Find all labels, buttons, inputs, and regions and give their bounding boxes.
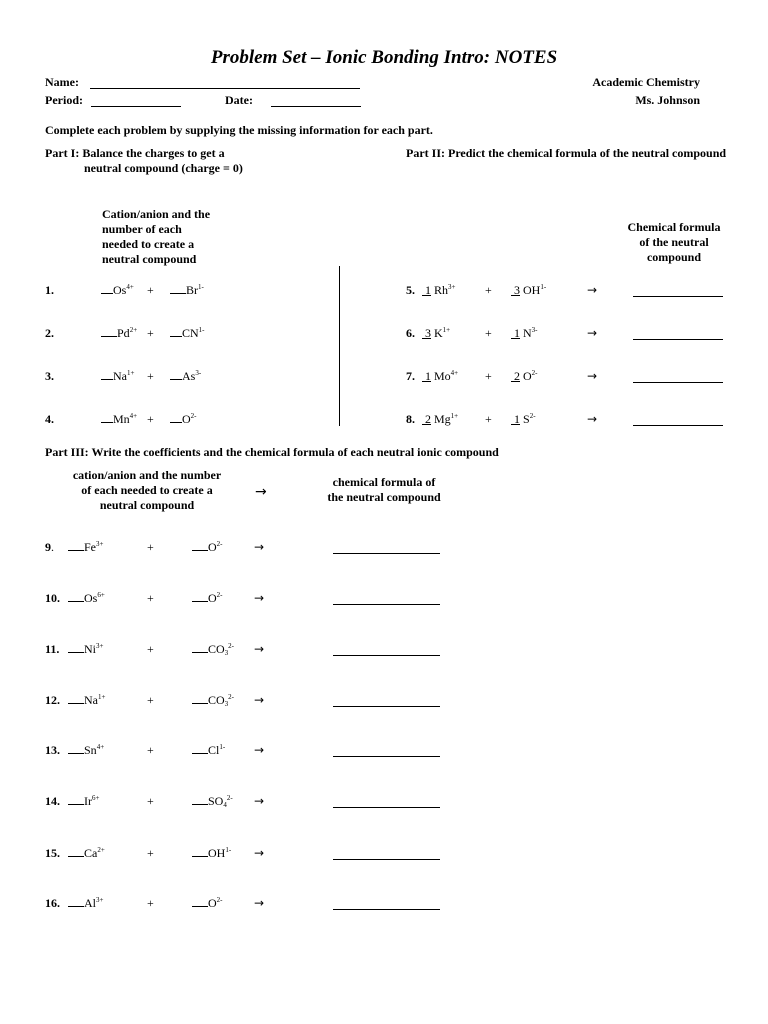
name-label: Name:: [45, 75, 79, 89]
instructions: Complete each problem by supplying the missing information for each part.: [45, 123, 433, 137]
problem-13-anion: $Cl^{1-}$: [192, 743, 225, 758]
coefficient-blank[interactable]: [192, 591, 208, 602]
coefficient-blank[interactable]: [68, 540, 84, 551]
arrow-icon: →: [254, 794, 265, 808]
plus-sign: +: [147, 283, 154, 297]
teacher-name: Ms. Johnson: [635, 93, 700, 107]
problem-5-number: 5.: [406, 283, 415, 297]
plus-sign: +: [485, 283, 492, 297]
coefficient-blank[interactable]: [192, 540, 208, 551]
problem-15-number: 15.: [45, 846, 60, 860]
problem-15-anion: $OH^{1-}$: [192, 846, 231, 861]
problem-8-answer-field[interactable]: [633, 425, 723, 426]
problem-11-anion: $CO_3^{2-}$: [192, 642, 234, 657]
coefficient-blank[interactable]: [192, 693, 208, 704]
plus-sign: +: [147, 369, 154, 383]
course-name: Academic Chemistry: [592, 75, 700, 89]
part2-heading: Part II: Predict the chemical formula of the neutral compound: [406, 146, 727, 160]
coefficient-blank[interactable]: [101, 283, 113, 294]
problem-6-anion: 1 $N^{3-}$: [514, 326, 538, 340]
problem-7-anion: 2 $O^{2-}$: [514, 369, 538, 383]
problem-14-number: 14.: [45, 794, 60, 808]
problem-15-cation: $Ca^{2+}$: [68, 846, 105, 861]
problem-2-anion: $CN^{1-}$: [170, 326, 205, 341]
part3-left-header: cation/anion and the number of each needed to create a neutral compound: [72, 468, 222, 512]
coefficient-blank[interactable]: [101, 326, 117, 337]
date-label: Date:: [225, 93, 253, 107]
problem-1-anion: $Br^{1-}$: [170, 283, 204, 298]
problem-10-anion: $O^{2-}$: [192, 591, 223, 606]
plus-sign: +: [147, 693, 154, 707]
part2-column-header: Chemical formula of the neutral compound: [627, 220, 721, 264]
plus-sign: +: [147, 743, 154, 757]
problem-16-anion: $O^{2-}$: [192, 896, 223, 911]
plus-sign: +: [147, 540, 154, 554]
problem-11-answer-field[interactable]: [333, 655, 440, 656]
problem-3-number: 3.: [45, 369, 54, 383]
arrow-icon: →: [587, 283, 598, 297]
coefficient-blank[interactable]: [192, 642, 208, 653]
arrow-icon: →: [587, 412, 598, 426]
problem-13-cation: $Sn^{4+}$: [68, 743, 104, 758]
arrow-icon: →: [254, 591, 265, 605]
period-field[interactable]: [91, 106, 181, 107]
problem-8-number: 8.: [406, 412, 415, 426]
plus-sign: +: [147, 642, 154, 656]
coefficient-blank[interactable]: [68, 794, 84, 805]
problem-13-number: 13.: [45, 743, 60, 757]
problem-6-cation: 3 $K^{1+}$: [425, 326, 451, 340]
section-divider: [339, 266, 340, 426]
problem-13-answer-field[interactable]: [333, 756, 440, 757]
problem-9-anion: $O^{2-}$: [192, 540, 223, 555]
problem-8-cation: 2 $Mg^{1+}$: [425, 412, 459, 426]
problem-9-number: 9.: [45, 540, 54, 554]
problem-16-answer-field[interactable]: [333, 909, 440, 910]
problem-11-number: 11.: [45, 642, 60, 656]
problem-11-cation: $Ni^{3+}$: [68, 642, 103, 657]
period-label: Period:: [45, 93, 83, 107]
coefficient-blank[interactable]: [68, 896, 84, 907]
problem-14-cation: $Ir^{6+}$: [68, 794, 99, 809]
problem-2-number: 2.: [45, 326, 54, 340]
coefficient-blank[interactable]: [170, 412, 182, 423]
arrow-icon: →: [254, 846, 265, 860]
plus-sign: +: [485, 412, 492, 426]
arrow-icon: →: [255, 484, 267, 500]
coefficient-blank[interactable]: [170, 369, 182, 380]
coefficient-blank[interactable]: [170, 326, 182, 337]
coefficient-blank[interactable]: [192, 743, 208, 754]
problem-12-anion: $CO_3^{2-}$: [192, 693, 234, 708]
coefficient-blank[interactable]: [170, 283, 186, 294]
problem-10-answer-field[interactable]: [333, 604, 440, 605]
problem-15-answer-field[interactable]: [333, 859, 440, 860]
coefficient-blank[interactable]: [101, 369, 113, 380]
arrow-icon: →: [587, 326, 598, 340]
plus-sign: +: [147, 591, 154, 605]
problem-3-anion: $As^{3-}$: [170, 369, 201, 384]
coefficient-blank[interactable]: [192, 846, 208, 857]
part1-column-header: Cation/anion and the number of each needed to create a neutral compound: [102, 207, 211, 266]
problem-5-answer-field[interactable]: [633, 296, 723, 297]
coefficient-blank[interactable]: [68, 846, 84, 857]
coefficient-blank[interactable]: [101, 412, 113, 423]
part1-heading-line1: Part I: Balance the charges to get a: [45, 146, 225, 160]
arrow-icon: →: [254, 693, 265, 707]
date-field[interactable]: [271, 106, 361, 107]
coefficient-blank[interactable]: [68, 693, 84, 704]
problem-7-answer-field[interactable]: [633, 382, 723, 383]
problem-14-anion: $SO_4^{2-}$: [192, 794, 233, 809]
coefficient-blank[interactable]: [68, 591, 84, 602]
problem-14-answer-field[interactable]: [333, 807, 440, 808]
plus-sign: +: [147, 326, 154, 340]
arrow-icon: →: [254, 642, 265, 656]
problem-4-number: 4.: [45, 412, 54, 426]
part1-heading-line2: neutral compound (charge = 0): [84, 161, 243, 175]
arrow-icon: →: [254, 540, 265, 554]
plus-sign: +: [147, 896, 154, 910]
problem-9-answer-field[interactable]: [333, 553, 440, 554]
arrow-icon: →: [587, 369, 598, 383]
part3-heading: Part III: Write the coefficients and the chemical formula of each neutral ionic compound: [45, 445, 499, 459]
plus-sign: +: [485, 369, 492, 383]
problem-3-cation: $Na^{1+}$: [101, 369, 134, 384]
problem-4-cation: $Mn^{4+}$: [101, 412, 137, 427]
problem-12-cation: $Na^{1+}$: [68, 693, 105, 708]
plus-sign: +: [147, 794, 154, 808]
arrow-icon: →: [254, 896, 265, 910]
problem-1-cation: $Os^{4+}$: [101, 283, 134, 298]
plus-sign: +: [147, 412, 154, 426]
plus-sign: +: [147, 846, 154, 860]
coefficient-blank[interactable]: [68, 743, 84, 754]
name-field[interactable]: [90, 88, 360, 89]
problem-6-answer-field[interactable]: [633, 339, 723, 340]
problem-16-number: 16.: [45, 896, 60, 910]
problem-1-number: 1.: [45, 283, 54, 297]
problem-12-answer-field[interactable]: [333, 706, 440, 707]
problem-6-number: 6.: [406, 326, 415, 340]
coefficient-blank[interactable]: [192, 896, 208, 907]
problem-16-cation: $Al^{3+}$: [68, 896, 103, 911]
page-title: Problem Set – Ionic Bonding Intro: NOTES: [210, 47, 558, 68]
plus-sign: +: [485, 326, 492, 340]
coefficient-blank[interactable]: [192, 794, 208, 805]
problem-10-number: 10.: [45, 591, 60, 605]
part3-right-header: chemical formula of the neutral compound: [327, 475, 441, 504]
problem-10-cation: $Os^{6+}$: [68, 591, 105, 606]
problem-8-anion: 1 $S^{2-}$: [514, 412, 536, 426]
problem-5-cation: 1 $Rh^{3+}$: [425, 283, 456, 297]
problem-4-anion: $O^{2-}$: [170, 412, 197, 427]
problem-9-cation: $Fe^{3+}$: [68, 540, 103, 555]
problem-12-number: 12.: [45, 693, 60, 707]
problem-5-anion: 3 $OH^{1-}$: [514, 283, 547, 297]
arrow-icon: →: [254, 743, 265, 757]
coefficient-blank[interactable]: [68, 642, 84, 653]
problem-2-cation: $Pd^{2+}$: [101, 326, 137, 341]
problem-7-cation: 1 $Mo^{4+}$: [425, 369, 459, 383]
problem-7-number: 7.: [406, 369, 415, 383]
